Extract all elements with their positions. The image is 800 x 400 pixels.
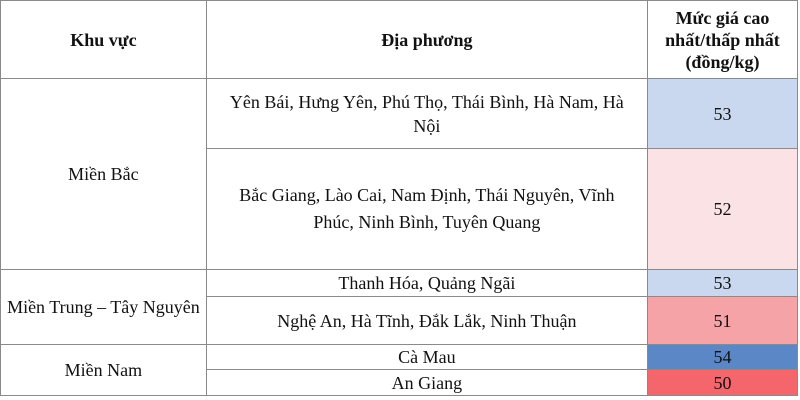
price-cell: 53 xyxy=(647,79,797,149)
region-south: Miền Nam xyxy=(1,345,207,396)
locality-cell: Yên Bái, Hưng Yên, Phú Thọ, Thái Bình, Hà Nam, Hà Nội xyxy=(206,79,647,149)
region-central: Miền Trung – Tây Nguyên xyxy=(1,270,207,345)
locality-cell: Thanh Hóa, Quảng Ngãi xyxy=(206,270,647,297)
header-row xyxy=(1,1,798,79)
price-cell: 50 xyxy=(647,370,797,396)
region-north: Miền Bắc xyxy=(1,79,207,270)
table-row xyxy=(1,79,798,149)
locality-cell: Cà Mau xyxy=(206,345,647,370)
locality-cell: Bắc Giang, Lào Cai, Nam Định, Thái Nguyên, Vĩnh Phúc, Ninh Bình, Tuyên Quang xyxy=(206,149,647,270)
table-row xyxy=(1,270,798,297)
price-cell: 53 xyxy=(647,270,797,297)
header-locality: Địa phương xyxy=(206,1,647,79)
price-cell: 51 xyxy=(647,297,797,345)
header-price: Mức giá cao nhất/thấp nhất (đồng/kg) xyxy=(647,1,797,79)
price-cell: 52 xyxy=(647,149,797,270)
table-row xyxy=(1,345,798,370)
locality-cell: Nghệ An, Hà Tĩnh, Đắk Lắk, Ninh Thuận xyxy=(206,297,647,345)
locality-cell: An Giang xyxy=(206,370,647,396)
header-region: Khu vực xyxy=(1,1,207,79)
price-cell: 54 xyxy=(647,345,797,370)
